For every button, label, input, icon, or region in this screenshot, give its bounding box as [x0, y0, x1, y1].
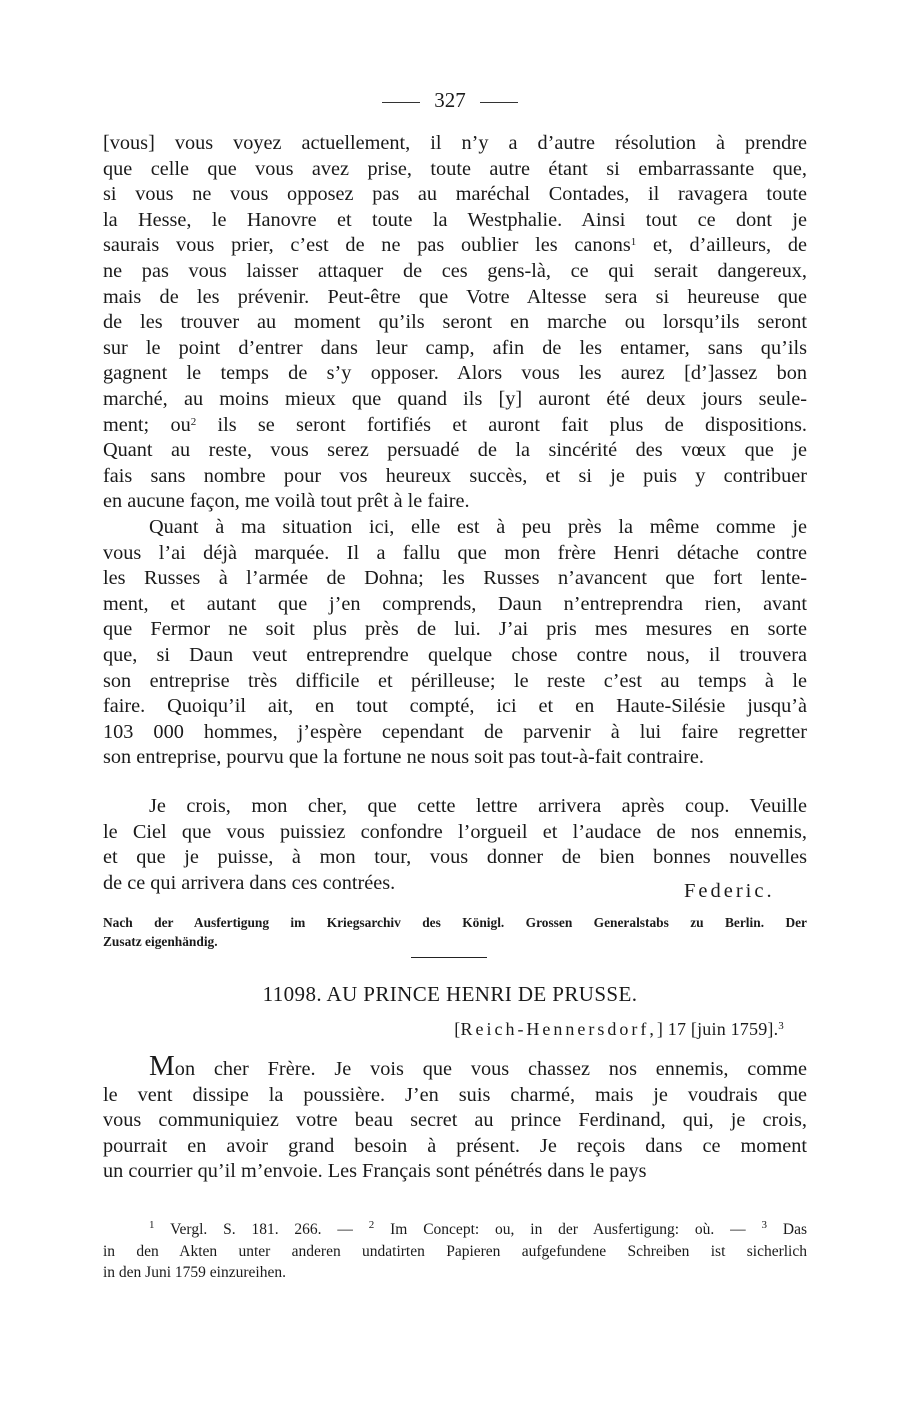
text-line: fais sans nombre pour vos heureux succès, et si je puis y contribuer — [103, 464, 807, 487]
footnotes — [103, 1219, 807, 1284]
text-line: le vent dissipe la poussière. J’en suis charmé, mais je voudrais que — [103, 1083, 807, 1106]
text-line: marché, au moins mieux que quand ils [y] auront été deux jours seule- — [103, 387, 807, 410]
text-fragment: saurais vous prier, c’est de ne pas oublier les canons — [103, 234, 631, 257]
signature: Federic. — [684, 880, 775, 902]
paragraph-1 — [103, 131, 807, 515]
text-line: de les trouver au moment qu’ils seront en marche ou lorsqu’ils seront — [103, 311, 807, 334]
text-line: 103 000 hommes, j’espère cependant de parvenir à lui faire regretter — [103, 720, 807, 743]
dateline — [420, 1019, 784, 1040]
text-line: [vous] vous voyez actuellement, il n’y a d’autre résolution à prendre — [103, 132, 807, 154]
text-line: sur le point d’entrer dans leur camp, afin de les entamer, sans qu’ils — [103, 336, 807, 359]
text-line: que celle que vous avez prise, toute autre étant si embarrassante que, — [103, 157, 807, 180]
text-line: et que je puisse, à mon tour, vous donner de bien bonnes nouvelles — [103, 846, 807, 869]
footnote-ref: 2 — [190, 415, 197, 428]
text-line: que Fermor ne soit plus près de lui. J’ai pris mes mesures en sorte — [103, 618, 807, 641]
text-line: ment, et autant que j’en comprends, Daun n’entreprendra rien, avant — [103, 592, 807, 615]
page-number — [0, 88, 900, 113]
text-line: que, si Daun veut entreprendre quelque chose contre nous, il trouvera — [103, 643, 807, 666]
text-fragment: et, d’ailleurs, de — [636, 234, 807, 257]
text-line: la Hesse, le Hanovre et toute la Westphalie. Ainsi tout ce dont je — [103, 208, 807, 231]
text-line — [103, 233, 807, 259]
text-line: Quant à ma situation ici, elle est à peu près la même comme je — [149, 516, 807, 538]
footnote-line: in den Akten unter anderen undatirten Papieren aufgefundene Schreiben ist sicherlich — [103, 1242, 807, 1260]
letter-heading: 11098. AU PRINCE HENRI DE PRUSSE. — [262, 982, 638, 1006]
footnote-line — [103, 1219, 807, 1241]
text-line — [103, 1050, 807, 1083]
footnote-text: Das — [782, 1221, 807, 1238]
page-number-text: 327 — [434, 88, 466, 112]
footnote-mark: 2 — [368, 1219, 375, 1231]
footnote-ref: 3 — [778, 1020, 784, 1032]
text-line: un courrier qu’il m’envoie. Les Français sont pénétrés dans le pays — [103, 1160, 647, 1183]
text-line: vous communiquiez votre beau secret au prince Ferdinand, qui, je crois, — [103, 1109, 807, 1132]
section-divider — [411, 957, 487, 958]
text-line: vous l’ai déjà marquée. Il a fallu que mon frère Henri détache contre — [103, 541, 807, 564]
note-line: Zusatz eigenhändig. — [103, 934, 218, 949]
text-fragment: ment; ou — [103, 413, 191, 436]
footnote-mark: 3 — [761, 1219, 768, 1231]
dateline-open: [ — [454, 1019, 461, 1039]
text-line: faire. Quoiqu’il ait, en tout compté, ici et en Haute-Silésie jusqu’à — [103, 695, 807, 718]
text-line — [103, 413, 807, 439]
text-line: gagnent le temps de s’y opposer. Alors vous les aurez [d’]assez bon — [103, 362, 807, 385]
footnote-mark: 1 — [149, 1219, 155, 1231]
text-line: le Ciel que vous puissiez confondre l’orgueil et l’audace de nos ennemis, — [103, 820, 807, 843]
note-line: Nach der Ausfertigung im Kriegsarchiv des Königl. Grossen Generalstabs zu Berlin. Der — [103, 915, 807, 930]
dateline-date: ] 17 [juin 1759]. — [656, 1019, 779, 1039]
text-line: mais de les prévenir. Peut-être que Votre Altesse sera si heureuse que — [103, 285, 807, 308]
text-line: Quant au reste, vous serez persuadé de la sincérité des vœux que je — [103, 439, 807, 462]
text-line: son entreprise, pourvu que la fortune ne nous soit pas tout-à-fait contraire. — [103, 746, 704, 769]
text-line: pourrait en avoir grand besoin à présent. Je reçois dans ce moment — [103, 1134, 807, 1157]
page-number-rule-left — [382, 102, 420, 103]
text-line: les Russes à l’armée de Dohna; les Russes n’avancent que fort lente- — [103, 567, 807, 590]
archive-note — [103, 913, 807, 951]
text-line: Je crois, mon cher, que cette lettre arrivera après coup. Veuille — [149, 795, 807, 817]
footnote-text: Im Concept: ou, in der Ausfertigung: où. — — [390, 1221, 762, 1238]
footnote-text: Vergl. S. 181. 266. — — [170, 1221, 369, 1238]
page-number-rule-right — [480, 102, 518, 103]
text-fragment: ils se seront fortifiés et auront fait plus de dispositions. — [196, 413, 807, 436]
footnote-ref: 1 — [630, 236, 637, 249]
paragraph-4 — [103, 1050, 807, 1185]
footnote-line: in den Juni 1759 einzureihen. — [103, 1264, 286, 1281]
dateline-place: Reich-Hennersdorf, — [460, 1019, 657, 1039]
text-line: ne pas vous laisser attaquer de ces gens-là, ce qui serait dangereux, — [103, 259, 807, 282]
initial-letter: M — [149, 1050, 175, 1082]
text-line: son entreprise très difficile et périlleuse; le reste c’est au temps à le — [103, 669, 807, 692]
text-fragment: on cher Frère. Je vois que vous chassez nos ennemis, comme — [174, 1058, 807, 1080]
paragraph-2 — [103, 515, 807, 771]
text-line: de ce qui arrivera dans ces contrées. — [103, 871, 396, 894]
text-line: si vous ne vous opposez pas au maréchal Contades, il ravagera toute — [103, 183, 807, 206]
text-line: en aucune façon, me voilà tout prêt à le faire. — [103, 490, 470, 513]
